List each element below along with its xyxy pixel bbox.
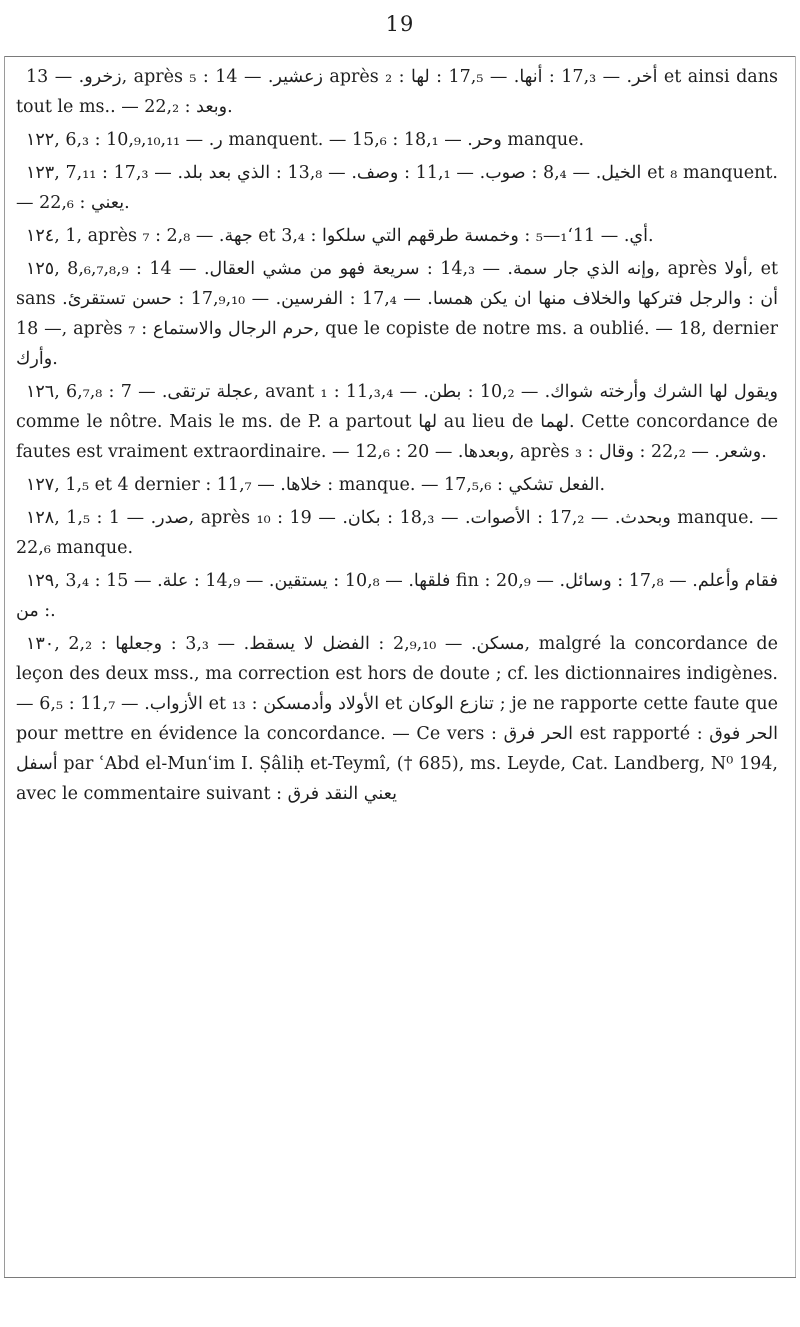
frame-bottom-rule <box>4 1277 796 1278</box>
entry-123: ١٢٣, 7,₁₁ : الخيل. — 8,₄ : صوب. — 11,₁ : وصف. — 13,₈ : الذي بعد بلد. — 17,₃ et ₈ manquent. — 22,₆ : يعني. <box>16 163 778 213</box>
frame-top-rule <box>4 56 796 57</box>
entry-header-fragment: زخرو. — 13, après ₅ : زعشير. — 14 après ₂ : أخر. — 17,₃ : أنها. — 17,₅ : لها et ainsi dans tout le ms.. — 22,₂ : وبعد. <box>16 67 778 117</box>
frame-right-rule <box>795 56 796 1277</box>
entry-125: ١٢٥, 8,₆,₇,₈,₉ : وإنه الذي جار سمة. — 14,₃ : سريعة فهو من مشي العقال. — 14, après أولا, et sans أن : والرجل فتركها والخلاف منها ان يكن همسا. — 17,₄ : الفرسين. — 17,₉,₁₀ : حسن تستقرئ. — 18, après ₇ : حرم الرجال والاستماع, que le copiste de notre ms. a oublié. — 18, dernier وأرك. <box>16 259 779 369</box>
page-body <box>16 62 778 812</box>
frame-left-rule <box>4 56 5 1277</box>
entry-128: ١٢٨, 1,₅ : صدر. — 1, après ₁₀ : وبحدث. — 17,₂ : الأصوات. — 18,₃ : بكان. — 19 manque. — 22,₆ manque. <box>16 508 779 558</box>
entry-126: ١٢٦, 6,₇,₈ : عجلة ترتقى. — 7, avant ₁ : ويقول لها الشرك وأرخته شواك. — 10,₂ : بطن. — 11,₃,₄ comme le nôtre. Mais le ms. de P. a partout لها au lieu de لهما. Cette concordance de fautes est vraiment extraordinaire. — 12,₆ : وبعدها. — 20, après ₃ : وشعر. — 22,₂ : وقال. <box>16 382 779 462</box>
entry-122: ١٢٢, 6,₃ : ر. — 10,₉,₁₀,₁₁ manquent. — 15,₆ : وحر. — 18,₁ manque. <box>26 130 585 150</box>
page-number: 19 <box>385 12 415 36</box>
entry-130: ١٣٠, 2,₂ : مسكن. — 2,₉,₁₀ : الفضل لا يسقط. — 3,₃ : وجعلها, malgré la concordance de leçon des deux mss., ma correction est hors de doute ; cf. les dictionnaires indigènes. — 6,₅ : الأزواب. — 11,₇ et ₁₃ : الأولاد وأدمسكن et تنازع الوكان ; je ne rapporte cette faute que pour mettre en évidence la concordance. — Ce vers : الحر فرق est rapporté : الحر فوق أسفل par ʿAbd el-Munʿim I. Ṣâliḥ et-Teymî, († 685), ms. Leyde, Cat. Landberg, N⁰ 194, avec le commentaire suivant : يعني النقد فرق <box>16 634 778 804</box>
entry-127: ١٢٧, 1,₅ et 4 dernier : خلاها. — 11,₇ : manque. — 17,₅,₆ : الفعل تشكي. <box>26 475 606 495</box>
entry-129: ١٢٩, 3,₄ : فلقها. — 10,₈ : يستقين. — 14,₉ : علة. — 15 fin : فقام وأعلم. — 17,₈ : وسائل. — 20,₉ : من. <box>16 571 779 621</box>
entry-124: ١٢٤, 1, après ₇ : جهة. — 2,₈ et 3,₄ : أي. — 11‘₁—₅ : وخمسة طرقهم التي سلكوا. <box>26 226 654 246</box>
